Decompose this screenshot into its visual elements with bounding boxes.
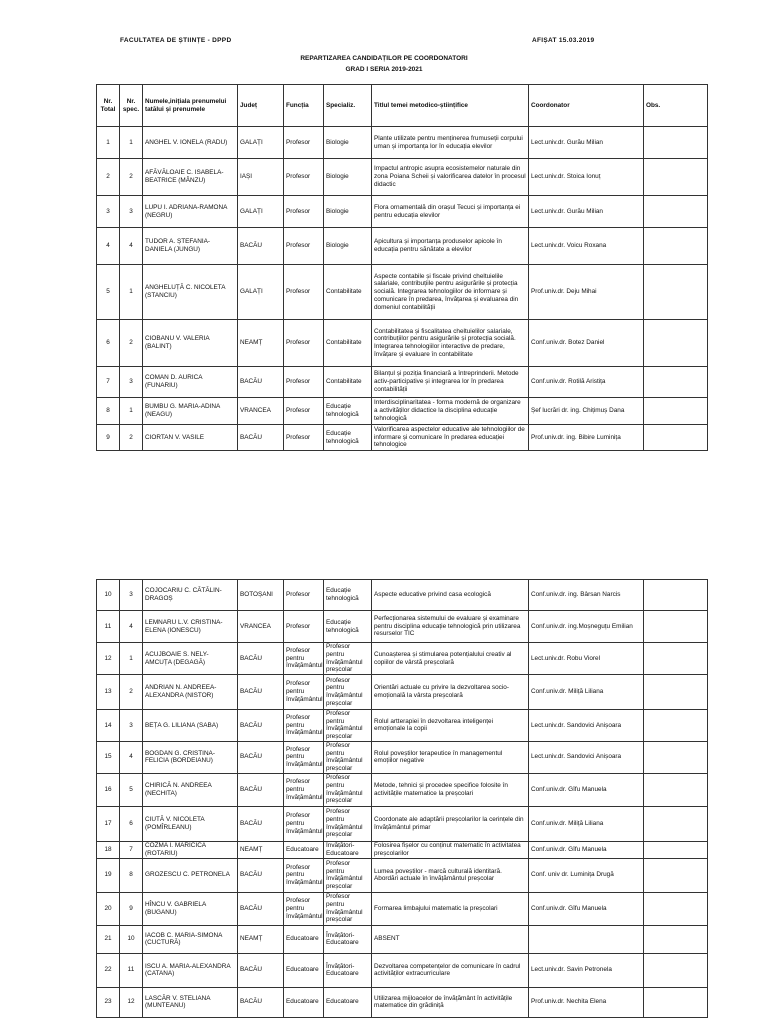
- table-header-row: [97, 85, 708, 127]
- cell-specialization: Biologie: [324, 196, 372, 228]
- table-row: [97, 953, 708, 987]
- cell-topic: Metode, tehnici și procedee specifice folosite în activitățile matematice la preșcolari: [372, 773, 529, 806]
- cell-obs: [644, 611, 708, 643]
- cell-nr-total: 7: [97, 367, 120, 398]
- cell-specialization: Învățători-Educatoare: [324, 925, 372, 953]
- cell-county: BACĂU: [238, 710, 284, 742]
- cell-topic: Aspecte contabile și fiscale privind cheltuielile salariale, contribuțiile pentru asigurările și protecția socială. Integrarea tehnologiilor de informare și comunicare în predarea, învățarea și evaluarea din domeniul contabilității: [372, 265, 529, 320]
- cell-county: GALAȚI: [238, 196, 284, 228]
- cell-name: ACUJBOAIE S. NELY-AMCUȚA (DEGAGĂ): [143, 643, 238, 675]
- cell-county: NEAMȚ: [238, 925, 284, 953]
- cell-nr-spec: 10: [120, 925, 143, 953]
- cell-nr-spec: 4: [120, 611, 143, 643]
- cell-coordinator: Conf.univ.dr. Botez Daniel: [529, 320, 644, 367]
- cell-nr-spec: 12: [120, 987, 143, 1017]
- cell-coordinator: Lect.univ.dr. Robu Viorel: [529, 643, 644, 675]
- cell-nr-total: 11: [97, 611, 120, 643]
- cell-function: Profesor pentru învățământul: [284, 675, 324, 710]
- cell-county: BACĂU: [238, 741, 284, 773]
- cell-nr-total: 18: [97, 841, 120, 858]
- cell-county: BACĂU: [238, 643, 284, 675]
- cell-specialization: Contabilitate: [324, 320, 372, 367]
- cell-county: BACĂU: [238, 228, 284, 265]
- cell-coordinator: Conf. univ dr. Luminița Drugă: [529, 858, 644, 892]
- cell-specialization: Profesor pentru învățământul preșcolar: [324, 741, 372, 773]
- cell-coordinator: Prof.univ.dr. Deju Mihai: [529, 265, 644, 320]
- cell-function: Educatoare: [284, 953, 324, 987]
- cell-county: VRANCEA: [238, 611, 284, 643]
- cell-obs: [644, 953, 708, 987]
- cell-county: BACĂU: [238, 953, 284, 987]
- cell-topic: Interdisciplinaritatea - forma modernă de organizare a activităților didactice la disciplina educație tehnologică: [372, 398, 529, 425]
- cell-name: GROZESCU C. PETRONELA: [143, 858, 238, 892]
- cell-coordinator: Conf.univ.dr. ing. Bârsan Narcis: [529, 580, 644, 611]
- cell-nr-spec: 2: [120, 675, 143, 710]
- cell-coordinator: Lect.univ.dr. Savin Petronela: [529, 953, 644, 987]
- cell-name: COJOCARIU C. CĂTĂLIN-DRAGOȘ: [143, 580, 238, 611]
- cell-topic: Orientări actuale cu privire la dezvoltarea socio-emoțională la vârsta preșcolară: [372, 675, 529, 710]
- cell-coordinator: Prof.univ.dr. Nechita Elena: [529, 987, 644, 1017]
- cell-topic: Dezvoltarea competențelor de comunicare în cadrul activităților extracurriculare: [372, 953, 529, 987]
- col-header-obs: Obs.: [644, 85, 708, 127]
- cell-county: GALAȚI: [238, 265, 284, 320]
- table-row: [97, 127, 708, 159]
- cell-county: BACĂU: [238, 367, 284, 398]
- table-row: [97, 580, 708, 611]
- cell-nr-spec: 8: [120, 858, 143, 892]
- cell-county: BACĂU: [238, 773, 284, 806]
- table-row: [97, 643, 708, 675]
- cell-name: ANGHEL V. IONELA (RADU): [143, 127, 238, 159]
- cell-nr-total: 23: [97, 987, 120, 1017]
- cell-name: IACOB C. MARIA-SIMONA (CUCTURĂ): [143, 925, 238, 953]
- cell-specialization: Învățători-Educatoare: [324, 841, 372, 858]
- col-header-coordinator: Coordonator: [529, 85, 644, 127]
- cell-county: IAȘI: [238, 159, 284, 196]
- cell-obs: [644, 806, 708, 841]
- cell-name: LUPU I. ADRIANA-RAMONA (NEGRU): [143, 196, 238, 228]
- cell-nr-spec: 9: [120, 892, 143, 925]
- cell-nr-total: 19: [97, 858, 120, 892]
- col-header-specialization: Specializ.: [324, 85, 372, 127]
- table-row: [97, 925, 708, 953]
- cell-nr-spec: 1: [120, 127, 143, 159]
- cell-specialization: Educație tehnologică: [324, 580, 372, 611]
- cell-obs: [644, 841, 708, 858]
- cell-nr-spec: 1: [120, 265, 143, 320]
- cell-topic: Plante utilizate pentru menținerea frumuseții corpului uman și importanța lor în educația elevilor: [372, 127, 529, 159]
- col-header-county: Județ: [238, 85, 284, 127]
- cell-specialization: Educație tehnologică: [324, 398, 372, 425]
- table-row: [97, 858, 708, 892]
- cell-coordinator: Lect.univ.dr. Gurău Milian: [529, 196, 644, 228]
- cell-function: Profesor pentru învățământul: [284, 773, 324, 806]
- cell-obs: [644, 127, 708, 159]
- cell-topic: Apicultura și importanța produselor apicole în educația pentru sănătate a elevilor: [372, 228, 529, 265]
- cell-nr-spec: 2: [120, 320, 143, 367]
- cell-function: Profesor pentru învățământul: [284, 806, 324, 841]
- cell-nr-spec: 3: [120, 710, 143, 742]
- cell-name: HÎNCU V. GABRIELA (BUGANU): [143, 892, 238, 925]
- cell-specialization: Biologie: [324, 127, 372, 159]
- document-subtitle: GRAD I SERIA 2019-2021: [345, 66, 423, 73]
- cell-obs: [644, 675, 708, 710]
- candidates-table-page1: [96, 84, 708, 451]
- table-row: [97, 611, 708, 643]
- cell-nr-total: 9: [97, 425, 120, 451]
- col-header-nr-total: Nr. Total: [97, 85, 120, 127]
- cell-obs: [644, 580, 708, 611]
- cell-obs: [644, 773, 708, 806]
- cell-topic: Contabilitatea și fiscalitatea cheltuielilor salariale, contribuțiilor pentru asigurările și protecția socială. Integrarea tehnologiilor interactive de predare, învățare și evaluare în contabilitate: [372, 320, 529, 367]
- cell-nr-spec: 11: [120, 953, 143, 987]
- cell-nr-total: 2: [97, 159, 120, 196]
- cell-nr-spec: 1: [120, 398, 143, 425]
- cell-obs: [644, 398, 708, 425]
- cell-obs: [644, 892, 708, 925]
- cell-function: Profesor pentru învățământul: [284, 741, 324, 773]
- cell-topic: Rolul artterapiei în dezvoltarea inteligenței emoționale la copii: [372, 710, 529, 742]
- cell-name: LASCĂR V. STELIANA (MUNTEANU): [143, 987, 238, 1017]
- cell-name: AFĂVĂLOAIE C. ISABELA-BEATRICE (MÂNZU): [143, 159, 238, 196]
- cell-specialization: Educatoare: [324, 987, 372, 1017]
- cell-nr-spec: 6: [120, 806, 143, 841]
- cell-obs: [644, 858, 708, 892]
- cell-name: CHIRICĂ N. ANDREEA (NECHITA): [143, 773, 238, 806]
- cell-coordinator: Conf.univ.dr. Rotilă Aristița: [529, 367, 644, 398]
- cell-topic: Formarea limbajului matematic la preșcolari: [372, 892, 529, 925]
- cell-nr-total: 3: [97, 196, 120, 228]
- cell-coordinator: Conf.univ.dr. Gîfu Manuela: [529, 773, 644, 806]
- cell-specialization: Contabilitate: [324, 265, 372, 320]
- col-header-topic: Titlul temei metodico-științifice: [372, 85, 529, 127]
- cell-obs: [644, 159, 708, 196]
- cell-topic: Flora ornamentală din orașul Tecuci și importanța ei pentru educația elevilor: [372, 196, 529, 228]
- cell-county: BACĂU: [238, 858, 284, 892]
- cell-nr-total: 15: [97, 741, 120, 773]
- cell-nr-total: 6: [97, 320, 120, 367]
- cell-obs: [644, 265, 708, 320]
- col-header-nr-spec: Nr. spec.: [120, 85, 143, 127]
- cell-function: Profesor: [284, 159, 324, 196]
- cell-nr-spec: 4: [120, 228, 143, 265]
- cell-nr-total: 14: [97, 710, 120, 742]
- cell-county: BACĂU: [238, 987, 284, 1017]
- cell-nr-spec: 2: [120, 425, 143, 451]
- cell-county: BOTOȘANI: [238, 580, 284, 611]
- cell-nr-total: 17: [97, 806, 120, 841]
- cell-function: Profesor: [284, 611, 324, 643]
- cell-name: ISCU A. MARIA-ALEXANDRA (CATANA): [143, 953, 238, 987]
- cell-coordinator: [529, 925, 644, 953]
- cell-nr-total: 1: [97, 127, 120, 159]
- cell-specialization: Profesor pentru învățământul preșcolar: [324, 806, 372, 841]
- cell-function: Profesor pentru învățământul: [284, 892, 324, 925]
- cell-county: NEAMȚ: [238, 320, 284, 367]
- cell-name: CIOBANU V. VALERIA (BALINT): [143, 320, 238, 367]
- cell-coordinator: Lect.univ.dr. Gurău Milian: [529, 127, 644, 159]
- cell-function: Profesor: [284, 580, 324, 611]
- cell-nr-total: 22: [97, 953, 120, 987]
- cell-function: Profesor: [284, 228, 324, 265]
- cell-specialization: Biologie: [324, 159, 372, 196]
- cell-nr-total: 12: [97, 643, 120, 675]
- cell-specialization: Învățători-Educatoare: [324, 953, 372, 987]
- col-header-name: Numele,inițiala prenumelui tatălui și prenumele: [143, 85, 238, 127]
- cell-topic: Utilizarea mijloacelor de învățământ în activitățile matematice din grădiniță: [372, 987, 529, 1017]
- cell-topic: Folosirea fișelor cu conținut matematic în activitatea preșcolarilor: [372, 841, 529, 858]
- cell-obs: [644, 643, 708, 675]
- cell-specialization: Educație tehnologică: [324, 611, 372, 643]
- table-row: [97, 320, 708, 367]
- cell-function: Profesor pentru învățământul: [284, 643, 324, 675]
- cell-nr-spec: 7: [120, 841, 143, 858]
- cell-specialization: Educație tehnologică: [324, 425, 372, 451]
- cell-county: BACĂU: [238, 806, 284, 841]
- cell-function: Educatoare: [284, 987, 324, 1017]
- cell-topic: Impactul antropic asupra ecosistemelor naturale din zona Poiana Scheii și valorificarea datelor în procesul didactic: [372, 159, 529, 196]
- cell-nr-spec: 1: [120, 643, 143, 675]
- cell-obs: [644, 367, 708, 398]
- cell-function: Educatoare: [284, 841, 324, 858]
- cell-county: GALAȚI: [238, 127, 284, 159]
- cell-name: BEȚA G. LILIANA (SABA): [143, 710, 238, 742]
- table-row: [97, 265, 708, 320]
- cell-name: ANDRIAN N. ANDREEA-ALEXANDRA (NISTOR): [143, 675, 238, 710]
- cell-nr-total: 8: [97, 398, 120, 425]
- cell-specialization: Profesor pentru învățământul preșcolar: [324, 675, 372, 710]
- cell-topic: Coordonate ale adaptării preșcolarilor la cerințele din învățământul primar: [372, 806, 529, 841]
- table-row: [97, 675, 708, 710]
- cell-specialization: Profesor pentru învățământul preșcolar: [324, 710, 372, 742]
- cell-function: Profesor pentru învățământul: [284, 710, 324, 742]
- cell-coordinator: Lect.univ.dr. Stoica Ionuț: [529, 159, 644, 196]
- cell-county: BACĂU: [238, 675, 284, 710]
- cell-function: Profesor: [284, 265, 324, 320]
- cell-county: VRANCEA: [238, 398, 284, 425]
- cell-name: ANGHELUȚĂ C. NICOLETA (STANCIU): [143, 265, 238, 320]
- cell-topic: Cunoașterea și stimularea potențialului creativ al copiilor de vârstă preșcolară: [372, 643, 529, 675]
- cell-name: CIORTAN V. VASILE: [143, 425, 238, 451]
- cell-topic: Rolul poveștilor terapeutice în managementul emoțiilor negative: [372, 741, 529, 773]
- table-row: [97, 159, 708, 196]
- cell-name: COZMA I. MARICICA (ROTARIU): [143, 841, 238, 858]
- table-row: [97, 367, 708, 398]
- cell-coordinator: Șef lucrări dr. ing. Chițimuș Dana: [529, 398, 644, 425]
- cell-function: Profesor: [284, 398, 324, 425]
- cell-obs: [644, 196, 708, 228]
- cell-obs: [644, 925, 708, 953]
- cell-coordinator: Conf.univ.dr. Miliță Liliana: [529, 806, 644, 841]
- candidates-table-page2: [96, 579, 708, 1018]
- cell-specialization: Profesor pentru învățământul preșcolar: [324, 858, 372, 892]
- cell-obs: [644, 987, 708, 1017]
- cell-county: BACĂU: [238, 892, 284, 925]
- table-row: [97, 228, 708, 265]
- table-row: [97, 892, 708, 925]
- col-header-function: Funcția: [284, 85, 324, 127]
- cell-nr-spec: 5: [120, 773, 143, 806]
- cell-coordinator: Conf.univ.dr. Gîfu Manuela: [529, 841, 644, 858]
- cell-obs: [644, 320, 708, 367]
- cell-name: BUMBU G. MARIA-ADINA (NEAGU): [143, 398, 238, 425]
- cell-name: TUDOR A. ȘTEFANIA-DANIELA (JUNGU): [143, 228, 238, 265]
- document-title: REPARTIZAREA CANDIDAȚILOR PE COORDONATORI: [300, 55, 468, 62]
- cell-name: LEMNARU L.V. CRISTINA-ELENA (IONESCU): [143, 611, 238, 643]
- cell-nr-spec: 3: [120, 367, 143, 398]
- cell-specialization: Profesor pentru învățământul preșcolar: [324, 643, 372, 675]
- table-row: [97, 196, 708, 228]
- cell-nr-total: 4: [97, 228, 120, 265]
- cell-obs: [644, 741, 708, 773]
- cell-obs: [644, 425, 708, 451]
- table-row: [97, 806, 708, 841]
- cell-topic: Lumea poveștilor - marcă culturală identitară. Abordări actuale în învățământul preșcolar: [372, 858, 529, 892]
- cell-coordinator: Lect.univ.dr. Voicu Roxana: [529, 228, 644, 265]
- cell-nr-spec: 2: [120, 159, 143, 196]
- cell-topic: Valorificarea aspectelor educative ale tehnologiilor de informare și comunicare în predarea educației tehnologice: [372, 425, 529, 451]
- institution-label: FACULTATEA DE ȘTIINȚE - DPPD: [120, 37, 232, 44]
- cell-obs: [644, 228, 708, 265]
- cell-name: BOGDAN G. CRISTINA-FELICIA (BORDEIANU): [143, 741, 238, 773]
- cell-name: COMAN D. AURICA (FUNARIU): [143, 367, 238, 398]
- table-row: [97, 841, 708, 858]
- posted-date: AFIȘAT 15.03.2019: [532, 37, 595, 44]
- cell-name: CIUTĂ V. NICOLETA (POMÎRLEANU): [143, 806, 238, 841]
- cell-nr-total: 5: [97, 265, 120, 320]
- cell-topic: Aspecte educative privind casa ecologică: [372, 580, 529, 611]
- cell-specialization: Profesor pentru învățământul preșcolar: [324, 892, 372, 925]
- cell-nr-spec: 3: [120, 580, 143, 611]
- cell-specialization: Contabilitate: [324, 367, 372, 398]
- cell-coordinator: Conf.univ.dr. ing.Moșneguțu Emilian: [529, 611, 644, 643]
- cell-topic: Bilanțul și poziția financiară a întreprinderii. Metode activ-participative și integrarea lor în predarea contabilității: [372, 367, 529, 398]
- cell-specialization: Biologie: [324, 228, 372, 265]
- cell-nr-total: 13: [97, 675, 120, 710]
- cell-function: Profesor pentru învățământul: [284, 858, 324, 892]
- cell-nr-spec: 4: [120, 741, 143, 773]
- table-row: [97, 710, 708, 742]
- cell-county: NEAMȚ: [238, 841, 284, 858]
- cell-coordinator: Lect.univ.dr. Sandovici Anișoara: [529, 741, 644, 773]
- cell-coordinator: Prof.univ.dr. ing. Bibire Luminița: [529, 425, 644, 451]
- cell-function: Profesor: [284, 367, 324, 398]
- cell-specialization: Profesor pentru învățământul preșcolar: [324, 773, 372, 806]
- cell-topic: ABSENT: [372, 925, 529, 953]
- table-row: [97, 773, 708, 806]
- cell-coordinator: Conf.univ.dr. Gîfu Manuela: [529, 892, 644, 925]
- cell-coordinator: Conf.univ.dr. Miliță Liliana: [529, 675, 644, 710]
- cell-obs: [644, 710, 708, 742]
- cell-function: Profesor: [284, 425, 324, 451]
- table-row: [97, 425, 708, 451]
- cell-function: Profesor: [284, 127, 324, 159]
- table-row: [97, 741, 708, 773]
- cell-function: Profesor: [284, 320, 324, 367]
- cell-nr-total: 16: [97, 773, 120, 806]
- cell-nr-total: 21: [97, 925, 120, 953]
- table-row: [97, 987, 708, 1017]
- cell-nr-spec: 3: [120, 196, 143, 228]
- cell-county: BACĂU: [238, 425, 284, 451]
- cell-topic: Perfecționarea sistemului de evaluare și examinare pentru disciplina educație tehnologică prin utilizarea resurselor TIC: [372, 611, 529, 643]
- cell-function: Educatoare: [284, 925, 324, 953]
- cell-coordinator: Lect.univ.dr. Sandovici Anișoara: [529, 710, 644, 742]
- cell-nr-total: 20: [97, 892, 120, 925]
- cell-nr-total: 10: [97, 580, 120, 611]
- cell-function: Profesor: [284, 196, 324, 228]
- table-row: [97, 398, 708, 425]
